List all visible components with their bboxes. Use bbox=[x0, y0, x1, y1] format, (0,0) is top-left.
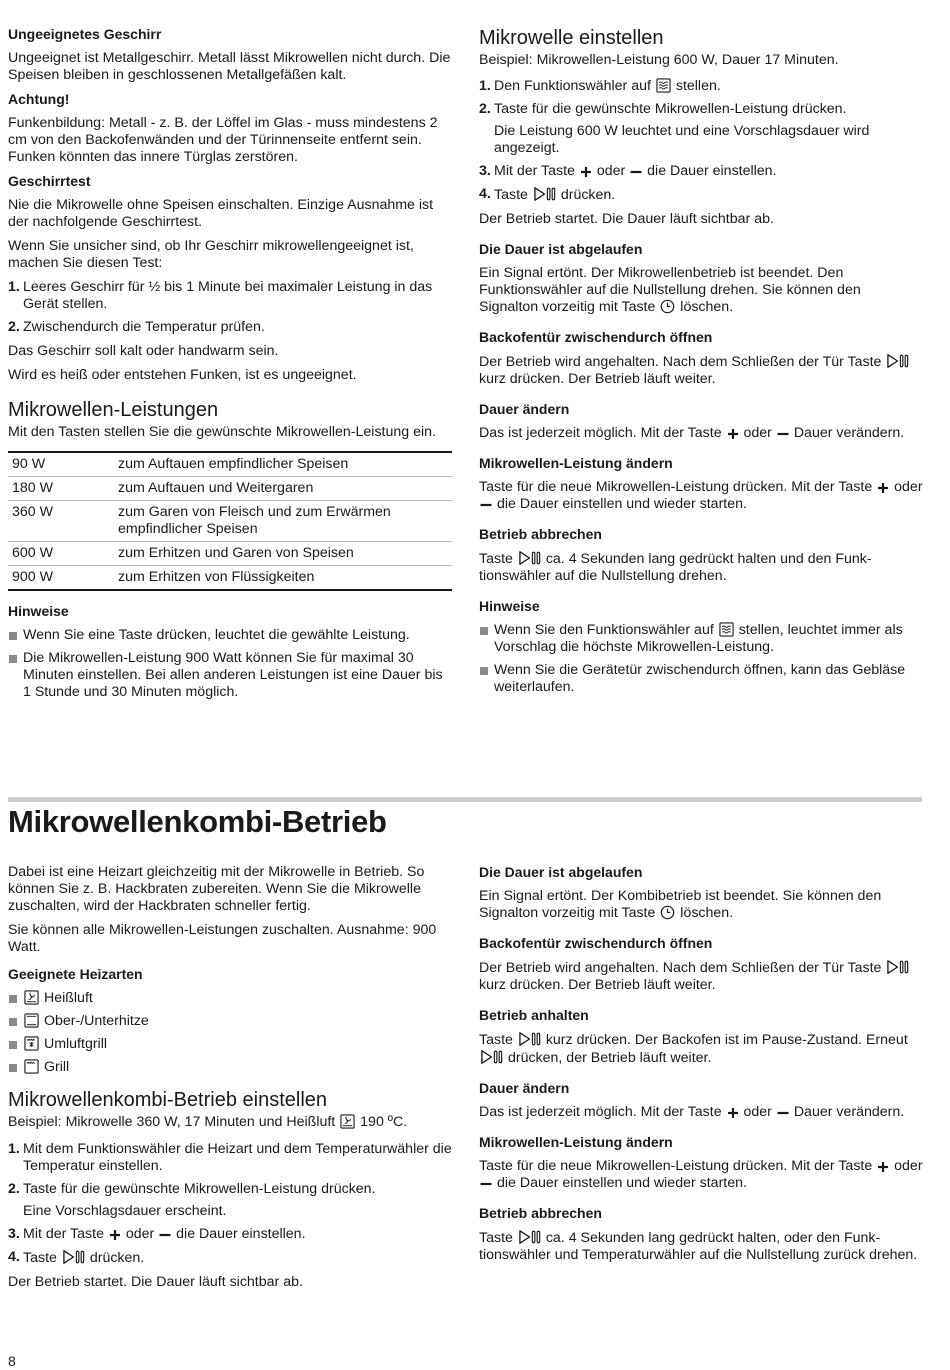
step-number: 3. bbox=[479, 163, 491, 179]
list-item bbox=[8, 1059, 454, 1076]
paragraph-kombi-dauer-aendern bbox=[479, 1104, 923, 1121]
step-number: 4. bbox=[8, 1249, 20, 1265]
table-row bbox=[8, 542, 452, 566]
paragraph-dauer-aendern bbox=[479, 425, 923, 442]
text: Taste für die neue Mikrowellen-Leistung drücken. Mit der Taste bbox=[479, 1158, 873, 1174]
bullet-square-icon bbox=[9, 632, 17, 640]
microwave-icon bbox=[656, 78, 671, 93]
plus-icon bbox=[727, 1107, 739, 1119]
text: Beispiel: Mikrowelle 360 W, 17 Minuten und Heißluft bbox=[8, 1114, 336, 1130]
heading-backofentuer: Backofentür zwischendurch öffnen bbox=[479, 329, 713, 345]
heading-kombi-tuer: Backofentür zwischendurch öffnen bbox=[479, 935, 713, 951]
paragraph-kombi-beispiel bbox=[8, 1114, 454, 1131]
left-column-top bbox=[8, 26, 454, 708]
text: 190 ºC. bbox=[360, 1114, 408, 1130]
list-item bbox=[479, 101, 923, 157]
text: oder bbox=[743, 1104, 772, 1120]
step-subtext: Eine Vorschlagsdauer erscheint. bbox=[23, 1203, 227, 1219]
clock-icon bbox=[660, 905, 675, 920]
list-item bbox=[8, 279, 454, 313]
text: kurz drücken. Der Backofen ist im Pause-Zustand. Erneut bbox=[545, 1032, 908, 1048]
plus-icon bbox=[109, 1229, 121, 1241]
text: Taste bbox=[479, 1230, 513, 1246]
text: Der Betrieb wird angehalten. Nach dem Schließen der Tür Taste bbox=[479, 960, 882, 976]
list-item bbox=[479, 78, 923, 95]
start-stop-icon bbox=[518, 1031, 541, 1047]
table-cell-watt: 600 W bbox=[8, 542, 114, 566]
heading-hinweise: Hinweise bbox=[8, 603, 69, 619]
heading-betrieb-anhalten: Betrieb anhalten bbox=[479, 1007, 589, 1023]
heading-mikrowellen-leistungen: Mikrowellen-Leistungen bbox=[8, 399, 219, 421]
minus-icon bbox=[777, 1107, 789, 1119]
step-number: 1. bbox=[8, 1141, 20, 1157]
step-text: Taste für die gewünschte Mikrowellen-Leistung drücken. bbox=[494, 101, 847, 117]
table-cell-use: zum Erhitzen von Flüssigkeiten bbox=[114, 566, 452, 591]
heading-kombi-dauer-abgelaufen: Die Dauer ist abgelaufen bbox=[479, 864, 643, 880]
list-item bbox=[8, 650, 454, 701]
table-cell-use: zum Garen von Fleisch und zum Erwärmen empfindlicher Speisen bbox=[114, 501, 452, 542]
heading-kombi-einstellen: Mikrowellenkombi-Betrieb einstellen bbox=[8, 1089, 328, 1111]
step-text: Taste für die gewünschte Mikrowellen-Leistung drücken. bbox=[23, 1181, 376, 1197]
start-stop-icon bbox=[518, 550, 541, 566]
paragraph-kombi-abbrechen bbox=[479, 1229, 923, 1264]
text: die Dauer einstellen und wieder starten. bbox=[496, 496, 747, 512]
hinweis-text: Wenn Sie eine Taste drücken, leuchtet die gewählte Leistung. bbox=[23, 627, 410, 643]
heading-kombi-abbrechen: Betrieb abbrechen bbox=[479, 1205, 602, 1221]
text: Wenn Sie den Funktionswähler auf bbox=[494, 622, 714, 638]
minus-icon bbox=[159, 1229, 171, 1241]
bullet-square-icon bbox=[9, 1064, 17, 1072]
table-cell-watt: 90 W bbox=[8, 452, 114, 477]
heizart-label: Umluftgrill bbox=[43, 1036, 108, 1052]
heading-geschirrtest: Geschirrtest bbox=[8, 173, 91, 189]
step-text: Mit dem Funktionswähler die Heizart und dem Temperaturwähler die Temperatur einstellen. bbox=[23, 1141, 452, 1174]
plus-icon bbox=[877, 1161, 889, 1173]
plus-icon bbox=[727, 428, 739, 440]
kombi-steps-list bbox=[8, 1141, 454, 1267]
list-item bbox=[8, 1141, 454, 1175]
list-item bbox=[8, 1226, 454, 1243]
text: ca. 4 Sekunden lang gedrückt halten, oder den Funktionswähler und Temperaturwähler auf die Nullstellung zurück drehen. bbox=[479, 1230, 918, 1263]
heading-leistung-aendern: Mikrowellen-Leistung ändern bbox=[479, 455, 673, 471]
start-stop-icon bbox=[62, 1249, 85, 1265]
bullet-square-icon bbox=[480, 627, 488, 635]
text: oder bbox=[894, 1158, 923, 1174]
bullet-square-icon bbox=[9, 1018, 17, 1026]
paragraph-anhalten bbox=[479, 1031, 923, 1067]
list-item bbox=[8, 1036, 454, 1053]
leistungen-table bbox=[8, 451, 452, 591]
step-text: Taste bbox=[23, 1250, 57, 1266]
text: Das ist jederzeit möglich. Mit der Taste bbox=[479, 425, 722, 441]
plus-icon bbox=[877, 482, 889, 494]
step-text: Leeres Geschirr für ½ bis 1 Minute bei maximaler Leistung in das Gerät stellen. bbox=[23, 279, 433, 312]
heading-geeignete-heizarten: Geeignete Heizarten bbox=[8, 966, 143, 982]
text: kurz drücken. Der Betrieb läuft weiter. bbox=[479, 977, 716, 993]
paragraph-leistung-aendern bbox=[479, 479, 923, 513]
paragraph-abbrechen bbox=[479, 550, 923, 585]
text: Ein Signal ertönt. Der Mikrowellenbetrieb ist beendet. Den Funktionswähler auf die Nullstellung drehen. Sie können den Signalton vorzeitig mit Taste bbox=[479, 265, 861, 315]
text: ca. 4 Sekunden lang gedrückt halten und den Funktionswähler auf die Nullstellung drehen. bbox=[479, 551, 872, 584]
start-stop-icon bbox=[886, 353, 909, 369]
table-cell-watt: 900 W bbox=[8, 566, 114, 591]
step-number: 1. bbox=[479, 78, 491, 94]
section-title: Mikrowellenkombi-Betrieb bbox=[8, 804, 387, 839]
bullet-square-icon bbox=[9, 995, 17, 1003]
heading-kombi-dauer-aendern: Dauer ändern bbox=[479, 1080, 570, 1096]
paragraph-kombi-leistung bbox=[479, 1158, 923, 1192]
list-item bbox=[479, 622, 923, 656]
top-bottom-heat-icon bbox=[24, 1013, 39, 1028]
heizart-label: Ober-/Unterhitze bbox=[43, 1013, 149, 1029]
table-row bbox=[8, 501, 452, 542]
list-item bbox=[8, 627, 454, 644]
table-row bbox=[8, 452, 452, 477]
paragraph-tuer bbox=[479, 353, 923, 388]
heizart-label: Heißluft bbox=[43, 990, 93, 1006]
paragraph-after: Der Betrieb startet. Die Dauer läuft sichtbar ab. bbox=[479, 211, 774, 227]
step-number: 2. bbox=[8, 1181, 20, 1197]
table-row bbox=[8, 566, 452, 591]
bullet-square-icon bbox=[9, 1041, 17, 1049]
table-cell-use: zum Erhitzen und Garen von Speisen bbox=[114, 542, 452, 566]
hot-air-icon bbox=[24, 990, 39, 1005]
paragraph-kombi-tuer bbox=[479, 959, 923, 994]
bullet-square-icon bbox=[480, 667, 488, 675]
text: Taste bbox=[479, 551, 513, 567]
text: oder bbox=[743, 425, 772, 441]
paragraph-test-3: Das Geschirr soll kalt oder handwarm sein. bbox=[8, 343, 279, 359]
paragraph-test-1: Nie die Mikrowelle ohne Speisen einschalten. Einzige Ausnahme ist der nachfolgende Geschirrtest. bbox=[8, 197, 434, 230]
right-column-bottom bbox=[479, 864, 923, 1271]
list-item bbox=[479, 662, 923, 696]
hot-air-icon bbox=[340, 1114, 355, 1129]
text: Der Betrieb wird angehalten. Nach dem Schließen der Tür Taste bbox=[479, 354, 882, 370]
text: löschen. bbox=[680, 905, 734, 921]
step-number: 3. bbox=[8, 1226, 20, 1242]
einstellen-steps-list bbox=[479, 78, 923, 204]
text: löschen. bbox=[680, 299, 734, 315]
section-divider bbox=[8, 797, 922, 802]
paragraph-achtung: Funkenbildung: Metall - z. B. der Löffel im Glas - muss mindestens 2 cm von den Backofenwänden und der Türinnenseite entfernt sein. Funken könnten das innere Türglas zerstören. bbox=[8, 115, 438, 165]
text: kurz drücken. Der Betrieb läuft weiter. bbox=[479, 371, 716, 387]
table-row bbox=[8, 477, 452, 501]
heading-hinweise-right: Hinweise bbox=[479, 598, 540, 614]
text: Taste bbox=[479, 1032, 513, 1048]
paragraph-intro-2: Sie können alle Mikrowellen-Leistungen zuschalten. Ausnahme: 900 Watt. bbox=[8, 922, 437, 955]
text: drücken, der Betrieb läuft weiter. bbox=[507, 1050, 712, 1066]
text: Dauer verändern. bbox=[793, 425, 905, 441]
text: die Dauer einstellen und wieder starten. bbox=[496, 1175, 747, 1191]
list-item bbox=[8, 990, 454, 1007]
text: Taste für die neue Mikrowellen-Leistung drücken. Mit der Taste bbox=[479, 479, 873, 495]
step-number: 4. bbox=[479, 186, 491, 202]
list-item bbox=[8, 319, 454, 336]
step-number: 1. bbox=[8, 279, 20, 295]
paragraph-intro-1: Dabei ist eine Heizart gleichzeitig mit der Mikrowelle in Betrieb. So können Sie z. B. Hackbraten zubereiten. Wenn Sie die Mikrowelle zuschalten, wird der Hackbraten schneller fertig. bbox=[8, 864, 425, 914]
step-text: drücken. bbox=[560, 187, 616, 203]
step-subtext: Die Leistung 600 W leuchtet und eine Vorschlagsdauer wird angezeigt. bbox=[494, 123, 870, 156]
table-cell-use: zum Auftauen und Weitergaren bbox=[114, 477, 452, 501]
list-item bbox=[479, 163, 923, 180]
heading-mikrowelle-einstellen: Mikrowelle einstellen bbox=[479, 27, 664, 49]
list-item bbox=[8, 1181, 454, 1220]
step-text: drücken. bbox=[89, 1250, 145, 1266]
heading-betrieb-abbrechen: Betrieb abbrechen bbox=[479, 526, 602, 542]
text: Ein Signal ertönt. Der Kombibetrieb ist beendet. Sie können den Signalton vorzeitig mit Taste bbox=[479, 888, 882, 921]
step-number: 2. bbox=[8, 319, 20, 335]
table-cell-watt: 360 W bbox=[8, 501, 114, 542]
start-stop-icon bbox=[886, 959, 909, 975]
minus-icon bbox=[630, 166, 642, 178]
step-text: Zwischendurch die Temperatur prüfen. bbox=[23, 319, 265, 335]
heading-ungeeignetes-geschirr: Ungeeignetes Geschirr bbox=[8, 26, 162, 42]
minus-icon bbox=[777, 428, 789, 440]
fan-grill-icon bbox=[24, 1036, 39, 1051]
list-item bbox=[8, 1013, 454, 1030]
text: stellen, leuchtet immer als Vorschlag die höchste Mikrowellen-Leistung. bbox=[494, 622, 903, 655]
text: Dauer verändern. bbox=[793, 1104, 905, 1120]
text: Das ist jederzeit möglich. Mit der Taste bbox=[479, 1104, 722, 1120]
step-text: stellen. bbox=[675, 78, 721, 94]
step-text: oder bbox=[596, 163, 626, 179]
paragraph-ungeeignet: Ungeeignet ist Metallgeschirr. Metall lässt Mikrowellen nicht durch. Die Speisen bleiben in geschlossenen Metallgefäßen kalt. bbox=[8, 50, 451, 83]
step-text: oder bbox=[125, 1226, 155, 1242]
test-steps-list bbox=[8, 279, 454, 336]
list-item bbox=[479, 186, 923, 204]
paragraph-test-4: Wird es heiß oder entstehen Funken, ist es ungeeignet. bbox=[8, 367, 357, 383]
text: Wenn Sie die Gerätetür zwischendurch öffnen, kann das Gebläse weiterlaufen. bbox=[494, 662, 906, 695]
clock-icon bbox=[660, 299, 675, 314]
bullet-square-icon bbox=[9, 655, 17, 663]
table-cell-watt: 180 W bbox=[8, 477, 114, 501]
heading-dauer-abgelaufen: Die Dauer ist abgelaufen bbox=[479, 241, 643, 257]
paragraph-test-2: Wenn Sie unsicher sind, ob Ihr Geschirr mikrowellengeeignet ist, machen Sie diesen Test: bbox=[8, 238, 414, 271]
step-text: Mit der Taste bbox=[23, 1226, 104, 1242]
start-stop-icon bbox=[533, 186, 556, 202]
paragraph-beispiel: Beispiel: Mikrowellen-Leistung 600 W, Dauer 17 Minuten. bbox=[479, 52, 839, 68]
table-cell-use: zum Auftauen empfindlicher Speisen bbox=[114, 452, 452, 477]
microwave-icon bbox=[719, 622, 734, 637]
list-item bbox=[8, 1249, 454, 1267]
heading-kombi-leistung-aendern: Mikrowellen-Leistung ändern bbox=[479, 1134, 673, 1150]
hinweise-list-right bbox=[479, 622, 923, 696]
step-text: Den Funktionswähler auf bbox=[494, 78, 651, 94]
heizarten-list bbox=[8, 990, 454, 1076]
plus-icon bbox=[580, 166, 592, 178]
start-stop-icon bbox=[480, 1049, 503, 1065]
heading-achtung: Achtung! bbox=[8, 91, 70, 107]
page-number: 8 bbox=[8, 1353, 16, 1369]
heizart-label: Grill bbox=[43, 1059, 70, 1075]
text: oder bbox=[894, 479, 923, 495]
step-number: 2. bbox=[479, 101, 491, 117]
paragraph-leistungen: Mit den Tasten stellen Sie die gewünschte Mikrowellen-Leistung ein. bbox=[8, 424, 436, 440]
hinweis-text: Die Mikrowellen-Leistung 900 Watt können Sie für maximal 30 Minuten einstellen. Bei allen anderen Leistungen ist eine Dauer bis 1 Stunde und 30 Minuten möglich. bbox=[23, 650, 443, 700]
minus-icon bbox=[480, 499, 492, 511]
step-text: Taste bbox=[494, 187, 528, 203]
step-text: die Dauer einstellen. bbox=[647, 163, 777, 179]
step-text: Mit der Taste bbox=[494, 163, 575, 179]
step-text: die Dauer einstellen. bbox=[176, 1226, 306, 1242]
heading-dauer-aendern: Dauer ändern bbox=[479, 401, 570, 417]
start-stop-icon bbox=[518, 1229, 541, 1245]
minus-icon bbox=[480, 1178, 492, 1190]
left-column-bottom bbox=[8, 864, 454, 1298]
paragraph-dauer bbox=[479, 265, 923, 316]
grill-icon bbox=[24, 1059, 39, 1074]
hinweise-list bbox=[8, 627, 454, 701]
paragraph-kombi-dauer bbox=[479, 888, 923, 922]
right-column-top bbox=[479, 26, 923, 703]
paragraph-kombi-after: Der Betrieb startet. Die Dauer läuft sichtbar ab. bbox=[8, 1274, 303, 1290]
